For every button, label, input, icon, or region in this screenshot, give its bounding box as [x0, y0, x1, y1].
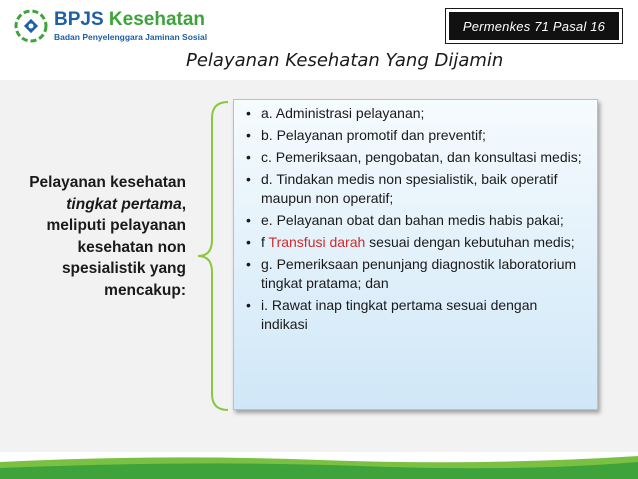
left-description — [6, 172, 186, 301]
list-item — [246, 255, 587, 293]
services-list-box — [233, 99, 598, 410]
list-item — [246, 126, 587, 145]
list-item-text: g. Pemeriksaan penunjang diagnostik laboratorium tingkat pratama; dan — [261, 256, 577, 291]
slide-title: Pelayanan Kesehatan Yang Dijamin — [186, 50, 504, 71]
list-item-text: i. Rawat inap tingkat pertama sesuai dengan indikasi — [261, 297, 538, 332]
list-item-text: a. Administrasi pelayanan; — [261, 105, 425, 121]
regulation-badge — [445, 8, 623, 44]
bullet-icon: • — [246, 149, 251, 165]
list-item-text: d. Tindakan medis non spesialistik, baik operatif maupun non operatif; — [261, 171, 558, 206]
list-item-text: e. Pelayanan obat dan bahan medis habis pakai; — [261, 212, 564, 228]
bullet-icon: • — [246, 297, 251, 313]
list-item — [246, 296, 587, 334]
curly-brace-icon — [194, 100, 234, 412]
regulation-badge-label: Permenkes 71 Pasal 16 — [449, 12, 619, 40]
header — [0, 0, 638, 52]
list-item-text: b. Pelayanan promotif dan preventif; — [261, 127, 486, 143]
left-text-part1: Pelayanan kesehatan — [29, 174, 186, 191]
list-item — [246, 148, 587, 167]
brand-primary: BPJS — [54, 9, 104, 30]
left-text-italic: tingkat pertama — [66, 195, 182, 213]
list-item — [246, 104, 587, 123]
bullet-icon: • — [246, 105, 251, 121]
list-item-suffix: sesuai dengan kebutuhan medis; — [365, 234, 575, 250]
brand-tagline: Badan Penyelenggara Jaminan Sosial — [54, 32, 208, 42]
brand-secondary: Kesehatan — [108, 9, 206, 30]
left-text-part2: , meliputi pelayanan kesehatan non spesialistik yang mencakup: — [46, 195, 186, 299]
bullet-icon: • — [246, 234, 251, 250]
bullet-icon: • — [246, 127, 251, 143]
list-item — [246, 211, 587, 230]
bullet-icon: • — [246, 256, 251, 272]
list-item-text: c. Pemeriksaan, pengobatan, dan konsultasi medis; — [261, 149, 582, 165]
services-list — [246, 104, 587, 334]
list-item-prefix: f — [261, 234, 269, 250]
list-item — [246, 233, 587, 252]
brand — [54, 9, 207, 42]
bpjs-logo-icon — [14, 9, 48, 43]
list-item-highlight: Transfusi darah — [268, 234, 366, 250]
bullet-icon: • — [246, 212, 251, 228]
list-item — [246, 170, 587, 208]
bullet-icon: • — [246, 171, 251, 187]
footer-wave-decoration — [0, 450, 638, 479]
